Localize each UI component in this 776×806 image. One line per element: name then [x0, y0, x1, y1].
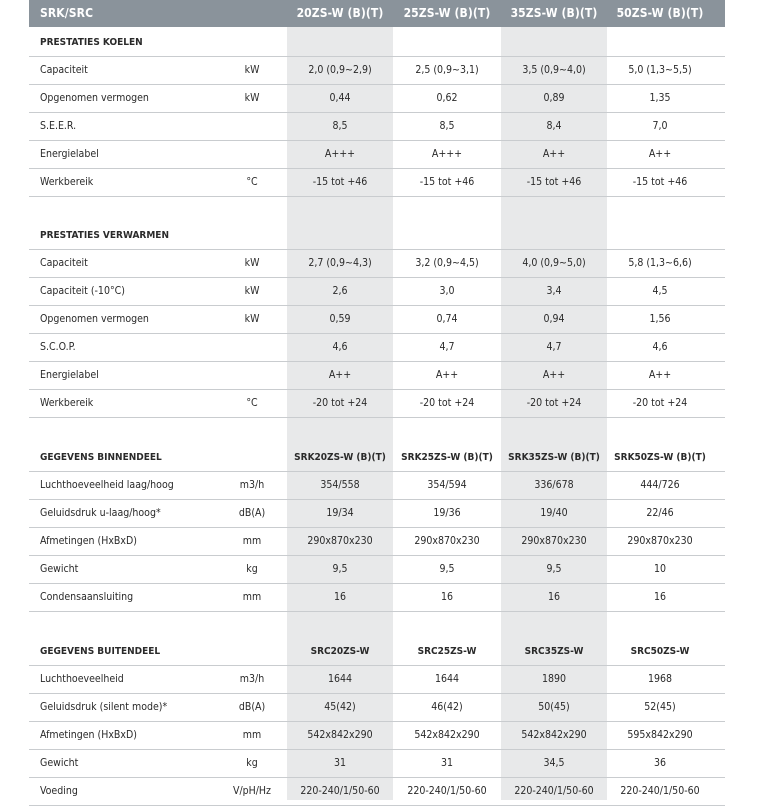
row-unit: dB(A) [238, 507, 266, 519]
row-unit: kW [244, 285, 260, 297]
row-unit: mm [242, 729, 262, 741]
row-value: -15 tot +46 [312, 176, 368, 188]
row-unit: kW [244, 313, 260, 325]
row-value: -20 tot +24 [526, 397, 582, 409]
section-buitendeel [29, 638, 725, 666]
row-value: 542x842x290 [307, 729, 373, 741]
table-header [29, 0, 725, 27]
table-row [29, 666, 725, 694]
row-value: -15 tot +46 [632, 176, 688, 188]
row-value: 0,74 [436, 313, 458, 325]
row-label: Afmetingen (HxBxD) [40, 535, 137, 547]
row-value: 8,5 [439, 120, 455, 132]
row-value: -20 tot +24 [632, 397, 688, 409]
row-value: 4,7 [439, 341, 455, 353]
row-label: Luchthoeveelheid [40, 673, 124, 685]
row-value: A++ [648, 369, 672, 381]
row-value: 336/678 [534, 479, 574, 491]
row-value: 8,5 [332, 120, 348, 132]
row-unit: kg [246, 757, 258, 769]
row-value: A++ [648, 148, 672, 160]
table-row [29, 584, 725, 612]
row-value: 444/726 [640, 479, 680, 491]
row-unit: V/pH/Hz [233, 785, 271, 797]
row-label: S.E.E.R. [40, 120, 77, 132]
row-value: 1644 [327, 673, 353, 685]
row-label: Werkbereik [40, 397, 94, 409]
row-value: 1,56 [649, 313, 671, 325]
section-title: GEGEVENS BUITENDEEL [40, 646, 161, 657]
row-value: 5,0 (1,3~5,5) [628, 64, 692, 76]
section-title: PRESTATIES VERWARMEN [40, 230, 169, 241]
row-value: 16 [547, 591, 561, 603]
table-row [29, 362, 725, 390]
row-value: 3,4 [546, 285, 562, 297]
row-value: 354/594 [427, 479, 467, 491]
table-row [29, 390, 725, 418]
row-value: 0,44 [329, 92, 351, 104]
row-label: Opgenomen vermogen [40, 92, 149, 104]
row-value: 290x870x230 [414, 535, 480, 547]
row-value: 1968 [647, 673, 673, 685]
row-value: 2,7 (0,9~4,3) [308, 257, 372, 269]
row-value: -15 tot +46 [526, 176, 582, 188]
row-value: 7,0 [652, 120, 668, 132]
row-value: 10 [653, 563, 667, 575]
header-title: SRK/SRC [40, 6, 94, 20]
row-value: A++ [542, 148, 566, 160]
table-row [29, 750, 725, 778]
table-row [29, 722, 725, 750]
row-value: 0,89 [543, 92, 565, 104]
row-unit: m3/h [239, 673, 265, 685]
row-value: 3,0 [439, 285, 455, 297]
row-value: 542x842x290 [521, 729, 587, 741]
section-verwarmen [29, 222, 725, 250]
model-name: SRC25ZS-W [417, 646, 477, 657]
table-row [29, 141, 725, 169]
row-label: Capaciteit [40, 257, 88, 269]
row-value: 1,35 [649, 92, 671, 104]
section-koelen [29, 29, 725, 57]
row-unit: °C [246, 176, 258, 188]
row-value: 9,5 [439, 563, 455, 575]
row-value: -20 tot +24 [312, 397, 368, 409]
row-value: -15 tot +46 [419, 176, 475, 188]
row-value: 220-240/1/50-60 [407, 785, 487, 797]
row-label: Gewicht [40, 563, 79, 575]
row-label: Afmetingen (HxBxD) [40, 729, 137, 741]
row-value: 1644 [434, 673, 460, 685]
row-value: 4,7 [546, 341, 562, 353]
table-row [29, 556, 725, 584]
row-label: Voeding [40, 785, 78, 797]
section-title: GEGEVENS BINNENDEEL [40, 452, 162, 463]
row-label: Energielabel [40, 148, 99, 160]
row-value: 52(45) [644, 701, 676, 713]
row-value: 2,0 (0,9~2,9) [308, 64, 372, 76]
row-unit: mm [242, 591, 262, 603]
row-value: 4,6 [652, 341, 668, 353]
row-value: A++ [328, 369, 352, 381]
model-name: SRC20ZS-W [310, 646, 370, 657]
row-value: 5,8 (1,3~6,6) [628, 257, 692, 269]
row-value: 16 [440, 591, 454, 603]
row-unit: kW [244, 64, 260, 76]
row-value: 36 [653, 757, 667, 769]
row-unit: kg [246, 563, 258, 575]
table-row [29, 694, 725, 722]
table-row [29, 528, 725, 556]
row-value: 220-240/1/50-60 [514, 785, 594, 797]
row-value: 354/558 [320, 479, 360, 491]
row-value: A+++ [324, 148, 356, 160]
row-value: 220-240/1/50-60 [620, 785, 700, 797]
row-value: 19/34 [326, 507, 354, 519]
row-value: 0,94 [543, 313, 565, 325]
row-value: 0,62 [436, 92, 458, 104]
header-model-20zs: 20ZS-W (B)(T) [296, 6, 384, 20]
row-unit: dB(A) [238, 701, 266, 713]
row-value: A+++ [431, 148, 463, 160]
row-label: Geluidsdruk (silent mode)* [40, 701, 168, 713]
table-row [29, 306, 725, 334]
row-label: Werkbereik [40, 176, 94, 188]
row-value: 8,4 [546, 120, 562, 132]
table-row [29, 472, 725, 500]
table-row [29, 85, 725, 113]
header-model-35zs: 35ZS-W (B)(T) [510, 6, 598, 20]
row-label: Capaciteit [40, 64, 88, 76]
table-row [29, 334, 725, 362]
row-label: Geluidsdruk u-laag/hoog* [40, 507, 161, 519]
model-name: SRK35ZS-W (B)(T) [508, 452, 600, 463]
row-value: 3,2 (0,9~4,5) [415, 257, 479, 269]
row-unit: m3/h [239, 479, 265, 491]
row-value: 595x842x290 [627, 729, 693, 741]
row-value: A++ [542, 369, 566, 381]
header-model-25zs: 25ZS-W (B)(T) [403, 6, 491, 20]
table-row [29, 278, 725, 306]
table-row [29, 250, 725, 278]
model-name: SRC50ZS-W [630, 646, 690, 657]
row-value: 16 [333, 591, 347, 603]
section-binnendeel [29, 444, 725, 472]
row-value: 2,6 [332, 285, 348, 297]
row-value: 31 [333, 757, 347, 769]
row-value: A++ [435, 369, 459, 381]
row-value: 290x870x230 [521, 535, 587, 547]
model-name: SRK20ZS-W (B)(T) [294, 452, 386, 463]
row-value: 34,5 [543, 757, 565, 769]
row-label: Luchthoeveelheid laag/hoog [40, 479, 174, 491]
model-name: SRC35ZS-W [524, 646, 584, 657]
table-row [29, 57, 725, 85]
row-value: 290x870x230 [307, 535, 373, 547]
row-label: Capaciteit (-10°C) [40, 285, 125, 297]
row-unit: kW [244, 257, 260, 269]
row-value: 1890 [541, 673, 567, 685]
row-value: 22/46 [646, 507, 674, 519]
row-value: 19/36 [433, 507, 461, 519]
table-row [29, 169, 725, 197]
row-label: Opgenomen vermogen [40, 313, 149, 325]
row-value: 290x870x230 [627, 535, 693, 547]
row-value: 9,5 [332, 563, 348, 575]
row-unit: mm [242, 535, 262, 547]
row-value: 4,5 [652, 285, 668, 297]
table-row [29, 113, 725, 141]
model-name: SRK25ZS-W (B)(T) [401, 452, 493, 463]
row-value: 46(42) [431, 701, 463, 713]
row-value: 31 [440, 757, 454, 769]
row-unit: °C [246, 397, 258, 409]
row-value: 45(42) [324, 701, 356, 713]
row-value: 0,59 [329, 313, 351, 325]
row-value: 9,5 [546, 563, 562, 575]
row-value: 4,6 [332, 341, 348, 353]
row-unit: kW [244, 92, 260, 104]
table-row [29, 500, 725, 528]
row-value: 2,5 (0,9~3,1) [415, 64, 479, 76]
row-value: 542x842x290 [414, 729, 480, 741]
row-value: -20 tot +24 [419, 397, 475, 409]
row-label: Energielabel [40, 369, 99, 381]
row-label: Gewicht [40, 757, 79, 769]
row-value: 50(45) [538, 701, 570, 713]
header-model-50zs: 50ZS-W (B)(T) [616, 6, 704, 20]
table-row [29, 778, 725, 806]
model-name: SRK50ZS-W (B)(T) [614, 452, 706, 463]
row-value: 4,0 (0,9~5,0) [522, 257, 586, 269]
row-value: 3,5 (0,9~4,0) [522, 64, 586, 76]
row-value: 16 [653, 591, 667, 603]
row-value: 220-240/1/50-60 [300, 785, 380, 797]
row-value: 19/40 [540, 507, 568, 519]
section-title: PRESTATIES KOELEN [40, 37, 143, 48]
row-label: S.C.O.P. [40, 341, 76, 353]
row-label: Condensaansluiting [40, 591, 134, 603]
